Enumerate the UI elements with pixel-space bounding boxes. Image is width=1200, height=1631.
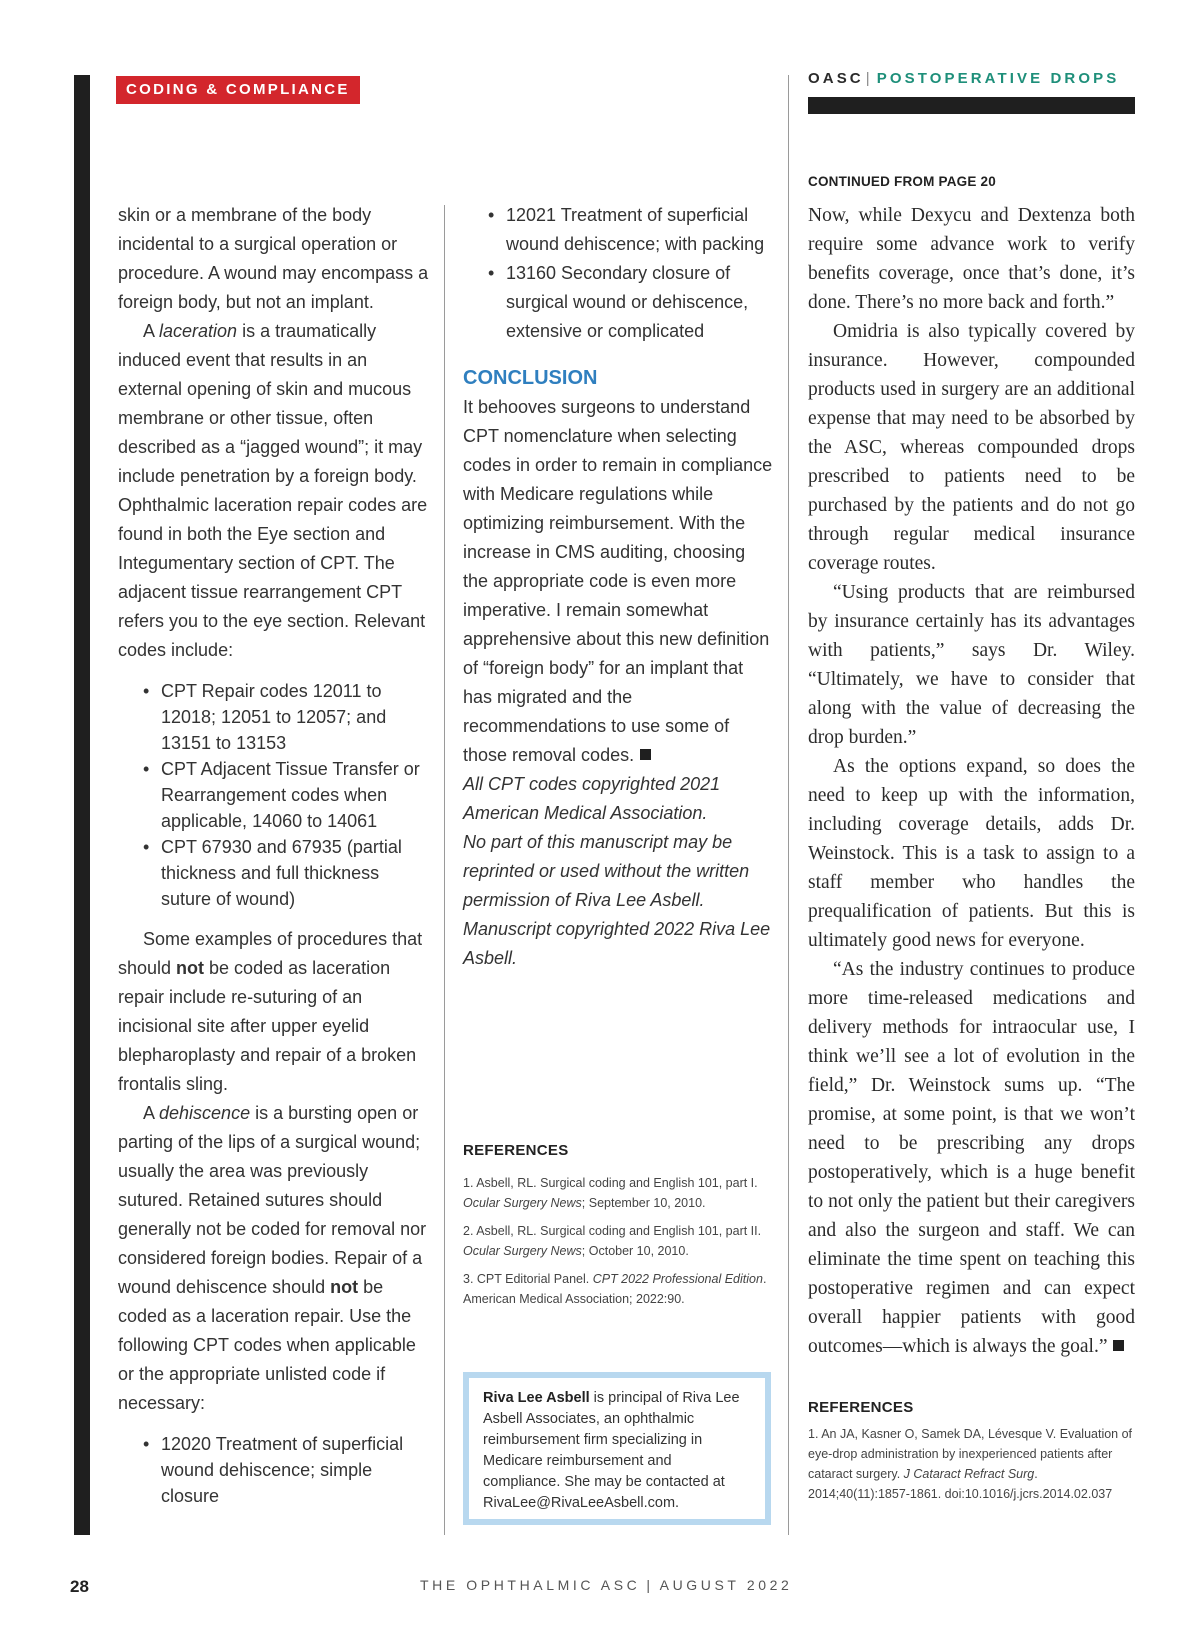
brand-label: OASC: [808, 70, 864, 87]
list-item: • 12021 Treatment of superficial wound dehiscence; with packing: [463, 201, 775, 259]
paragraph: As the options expand, so does the need to keep up with the information, including coverage details, adds Dr. Weinstock. This is a task to assign to a staff member who handles the prequalification of patients. But this is ultimately good news for everyone.: [808, 756, 1135, 951]
code-list: [118, 678, 430, 912]
column-divider: [444, 205, 445, 1535]
article-column-1: [118, 201, 430, 1509]
section-tag: CODING & COMPLIANCE: [116, 76, 360, 104]
references-heading: REFERENCES: [463, 1142, 569, 1159]
author-bio-text: is principal of Riva Lee Asbell Associates, an ophthalmic reimbursement firm specializing in Medicare reimbursement and compliance. She may be contacted at RivaLee@RivaLeeAsbell.com.: [483, 1390, 740, 1511]
continued-from-label: CONTINUED FROM PAGE 20: [808, 174, 996, 189]
paragraph: A laceration is a traumatically induced event that results in an external opening of skin and mucous membrane or other tissue, often described as a “jagged wound”; it may include penetration by a foreign body. Ophthalmic laceration repair codes are found in both the Eye section and Integumentary section of CPT. The adjacent tissue rearrangement CPT refers you to the eye section. Relevant codes include:: [118, 321, 428, 660]
paragraph: skin or a membrane of the body incidental to a surgical operation or procedure. A wound may encompass a foreign body, but not an implant.: [118, 205, 429, 312]
department-label: POSTOPERATIVE DROPS: [876, 70, 1120, 87]
article-column-3: [808, 174, 1135, 1504]
reference-item: 3. CPT Editorial Panel. CPT 2022 Professional Edition. American Medical Association; 2022:90.: [463, 1272, 767, 1306]
paragraph: Omidria is also typically covered by insurance. However, compounded products used in surgery are an additional expense that may need to be absorbed by the ASC, whereas compounded drops prescribed to patients need to be purchased by the patients and do not go through regular medical insurance coverage routes.: [808, 321, 1135, 574]
copyright-note: All CPT codes copyrighted 2021 American Medical Association.: [463, 774, 721, 823]
defined-term: dehiscence: [159, 1103, 251, 1123]
end-of-article-mark: [1113, 1340, 1124, 1351]
right-accent-bar: [808, 97, 1135, 114]
article-body: [808, 201, 1135, 1361]
list-item: • 13160 Secondary closure of surgical wound or dehiscence, extensive or complicated: [463, 259, 775, 346]
references-section: [463, 1136, 775, 1309]
list-item: • 12020 Treatment of superficial wound dehiscence; simple closure: [118, 1431, 430, 1509]
page-number: 28: [70, 1577, 89, 1596]
list-item: • CPT 67930 and 67935 (partial thickness and full thickness suture of wound): [118, 834, 430, 912]
paragraph: Some examples of procedures that should not be coded as laceration repair include re-suturing of an incisional site after upper eyelid blepharoplasty and repair of a broken frontalis sling.: [118, 929, 423, 1094]
paragraph: A dehiscence is a bursting open or parting of the lips of a surgical wound; usually the area was previously sutured. Retained sutures should generally not be coded for removal nor considered foreign bodies. Repair of a wound dehiscence should not be coded as a laceration repair. Use the following CPT codes when applicable or the appropriate unlisted code if necessary:: [118, 1103, 427, 1413]
end-of-article-mark: [640, 749, 651, 760]
issue-date: AUGUST 2022: [659, 1577, 793, 1593]
defined-term: laceration: [159, 321, 238, 341]
author-bio-box: [463, 1372, 771, 1525]
list-item: • CPT Repair codes 12011 to 12018; 12051 to 12057; and 13151 to 13153: [118, 678, 430, 756]
references-section: [808, 1399, 1135, 1504]
list-item: • CPT Adjacent Tissue Transfer or Rearrangement codes when applicable, 14060 to 14061: [118, 756, 430, 834]
code-list: [118, 1431, 430, 1509]
references-heading: REFERENCES: [808, 1399, 914, 1416]
conclusion-paragraph: It behooves surgeons to understand CPT nomenclature when selecting codes in order to remain in compliance with Medicare regulations while optimizing reimbursement. With the increase in CMS auditing, choosing the appropriate code is even more imperative. I remain somewhat apprehensive about this new definition of “foreign body” for an implant that has migrated and the recommendations to use some of those removal codes.: [463, 397, 773, 765]
reference-item: 1. Asbell, RL. Surgical coding and English 101, part I. Ocular Surgery News; September 10, 2010.: [463, 1176, 758, 1210]
copyright-note: No part of this manuscript may be reprinted or used without the written permission of Riva Lee Asbell. Manuscript copyrighted 2022 Riva Lee Asbell.: [463, 832, 771, 968]
department-header: [808, 70, 1119, 87]
conclusion-heading: CONCLUSION: [463, 367, 598, 389]
column-divider: [788, 75, 789, 1535]
code-list: [463, 201, 775, 346]
header-separator: |: [865, 70, 873, 87]
reference-item: 2. Asbell, RL. Surgical coding and English 101, part II. Ocular Surgery News; October 10, 2010.: [463, 1224, 762, 1258]
paragraph: Now, while Dexycu and Dextenza both require some advance work to verify benefits coverage, once that’s done, it’s done. There’s no more back and forth.”: [808, 205, 1135, 313]
article-column-2: [463, 201, 775, 1306]
author-name: Riva Lee Asbell: [483, 1390, 590, 1406]
footer-separator: |: [646, 1577, 654, 1593]
publication-footer: [420, 1577, 792, 1593]
paragraph: “As the industry continues to produce more time-released medications and delivery methods for intraocular use, I think we’ll see a lot of evolution in the field,” Dr. Weinstock sums up. “The promise, at some point, is that we won’t need to be prescribing any drops postoperatively, which is a huge benefit to not only the patient but their caregivers and also the surgeon and staff. We can eliminate the time spent on teaching this postoperative regimen and can expect overall happier patients with good outcomes—which is always the goal.”: [808, 959, 1135, 1357]
publication-name: THE OPHTHALMIC ASC: [420, 1577, 641, 1593]
left-accent-bar: [74, 75, 90, 1535]
reference-item: 1. An JA, Kasner O, Samek DA, Lévesque V. Evaluation of eye-drop administration by inexperienced patients after cataract surgery. J Cataract Refract Surg. 2014;40(11):1857-1861. doi:10.1016/j.jcrs.2014.02.037: [808, 1427, 1133, 1501]
paragraph: “Using products that are reimbursed by insurance certainly has its advantages with patients,” says Dr. Wiley. “Ultimately, we have to consider that along with the value of decreasing the drop burden.”: [808, 582, 1135, 748]
